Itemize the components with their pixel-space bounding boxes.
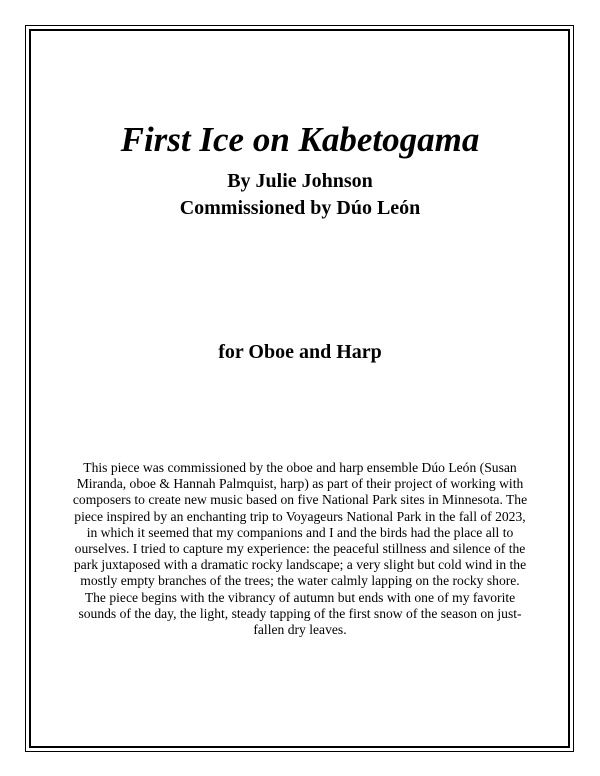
program-note-line: mostly empty branches of the trees; the water calmly lapping on the rocky shore. <box>80 573 520 589</box>
program-note-line: park juxtaposed with a dramatic rocky landscape; a very slight but cold wind in the <box>73 557 527 573</box>
program-note-line: This piece was commissioned by the oboe and harp ensemble Dúo León (Susan <box>83 460 517 475</box>
program-note-line: The piece begins with the vibrancy of autumn but ends with one of my favorite <box>84 589 516 605</box>
program-note-line: in which it seemed that my companions and I and the birds had the place all to <box>86 524 514 540</box>
program-note-line: piece inspired by an enchanting trip to Voyageurs National Park in the fall of 2023, <box>74 508 526 524</box>
commission-credit: Commissioned by Dúo León <box>179 197 421 219</box>
program-note-line: sounds of the day, the light, steady tapping of the first snow of the season on just- <box>78 605 522 621</box>
instrumentation: for Oboe and Harp <box>218 341 382 363</box>
program-note <box>72 460 528 638</box>
program-note-line: composers to create new music based on five National Park sites in Minnesota. The <box>72 492 528 508</box>
score-title: First Ice on Kabetogama <box>120 120 480 159</box>
program-note-line: fallen dry leaves. <box>253 622 347 638</box>
program-note-line: ourselves. I tried to capture my experience: the peaceful stillness and silence of the <box>74 541 526 557</box>
program-note-line: Miranda, oboe & Hannah Palmquist, harp) as part of their project of working with <box>76 476 524 492</box>
composer-byline: By Julie Johnson <box>227 170 373 192</box>
